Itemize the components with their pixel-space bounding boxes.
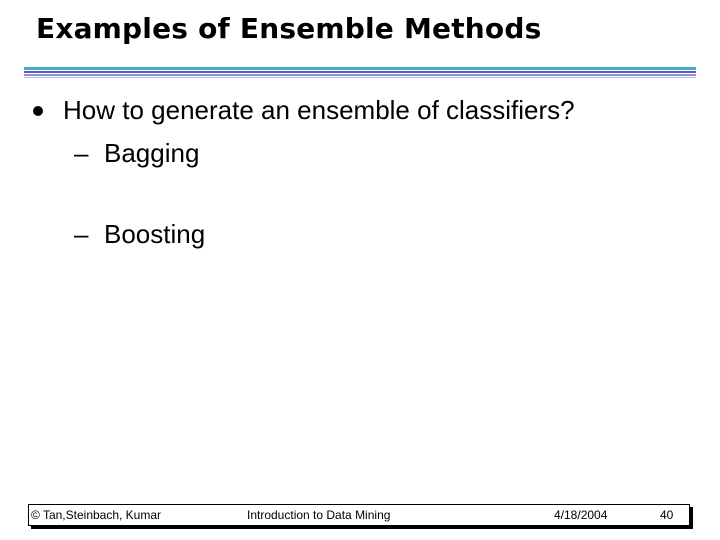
title-underline-rule bbox=[24, 67, 696, 70]
title-underline-rule bbox=[24, 71, 696, 73]
title-underline-rule bbox=[24, 74, 696, 76]
bullet-dot-icon bbox=[33, 106, 43, 116]
sub-item-boosting: Boosting bbox=[104, 219, 206, 249]
footer-date: 4/18/2004 bbox=[554, 508, 608, 522]
bullet-text: How to generate an ensemble of classifiers? bbox=[63, 95, 575, 125]
sub-bullet-dash: – bbox=[74, 219, 89, 249]
title-underline-rule bbox=[24, 77, 696, 78]
footer-course: Introduction to Data Mining bbox=[247, 508, 391, 522]
footer-page-number: 40 bbox=[660, 508, 674, 522]
slide-title: Examples of Ensemble Methods bbox=[36, 12, 542, 45]
sub-bullet-dash: – bbox=[74, 138, 89, 168]
footer-copyright: © Tan,Steinbach, Kumar bbox=[31, 508, 162, 522]
sub-item-bagging: Bagging bbox=[104, 138, 200, 168]
footer-bar bbox=[28, 504, 690, 526]
